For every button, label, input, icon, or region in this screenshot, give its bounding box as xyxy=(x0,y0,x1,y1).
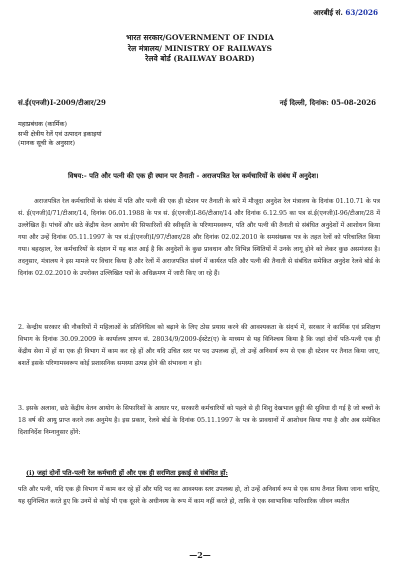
letterhead-board: रेलवे बोर्ड (RAILWAY BOARD) xyxy=(145,54,255,63)
subject-line: विषय:- पति और पत्नी की एक ही स्थान पर तैनाती - अराजपत्रित रेल कर्मचारियों के संबंध में अनुदेश। xyxy=(68,172,319,180)
addressee-line-3: (मानक सूची के अनुसार) xyxy=(18,139,75,148)
addressee-line-1: महाप्रबंधक (कार्मिक) xyxy=(18,120,67,128)
paragraph-4: पति और पत्नी, यदि एक ही विभाग में काम कर रहे हों और यदि पद का आवश्यक स्तर उपलब्ध हो, तो उन्हें अनिवार्य रूप से एक साथ तैनात किया जाना चाहिए, यह सुनिश्चित करते हुए कि उनमें से कोई भी एक दूसरे के अधीनस्थ के रूप में काम नहीं करते हो, ताकि वे एक स्वाभाविक पारिवारिक जीवन व्यतीत xyxy=(18,486,380,505)
letterhead-ministry: रेल मंत्रालय/ MINISTRY OF RAILWAYS xyxy=(128,43,272,53)
issue-date: नई दिल्ली, दिनांक: 05-08-2026 xyxy=(279,98,376,107)
rbe-number xyxy=(313,8,378,18)
paragraph-2: 2. केन्द्रीय सरकार की नौकरियों में महिलाओं के प्रतिनिधित्व को बढ़ाने के लिए ठोस प्रयास करने की आवश्यकता के संदर्भ में, सरकार ने कार्मिक एवं प्रशिक्षण विभाग के दिनांक 30.09.2009 के कार्यालय ज्ञापन सं. 28034/9/2009-ईस्टेट(ए) के माध्यम से यह विनिश्चय किया है कि जहां दोनों पति-पत्नी एक ही केंद्रीय सेवा में हों या एक ही विभाग में काम कर रहे हों और यदि उचित स्तर पर पद उपलब्ध हों, तो उन्हें अनिवार्य रूप से एक ही स्टेशन पर तैनात किया जाए, बशर्ते इसके परिणामस्वरूप कोई प्रशासनिक समस्या उत्पन्न होने की संभावना न हो। xyxy=(18,324,380,367)
sub-heading-i: (i) जहां दोनों पति-पत्नी रेल कर्मचारी हों और एक ही सरणिता इकाई से संबंधित हों: xyxy=(26,469,228,477)
page-number-mark: —2— xyxy=(189,550,211,560)
letterhead xyxy=(0,33,400,65)
letterhead-government: भारत सरकार/GOVERNMENT OF INDIA xyxy=(126,33,274,42)
paragraph-3: 3. इसके अलावा, छठे केंद्रीय वेतन आयोग के सिफारिशों के आधार पर, सरकारी कर्मचारियों को पहले से ही शिशु देखभाल छुट्टी की सुविधा दी गई है जो बच्चों के 18 वर्ष की आयु प्राप्त करने तक अनुमेय है। इस प्रकार, रेलवे बोर्ड के दिनांक 05.11.1997 के पत्र के प्रावधानों में आशोधन किया गया है और अब समेकित दिशानिर्देश निम्नानुसार होंगे: xyxy=(18,405,380,436)
rbe-label: आरबीई सं. xyxy=(313,8,343,17)
reference-line xyxy=(18,98,376,108)
addressee-block xyxy=(18,120,102,149)
rbe-value: 63/2026 xyxy=(345,8,378,17)
file-number: सं.ई(एनजी)I-2009/टीआर/29 xyxy=(18,98,106,107)
paragraph-1: अराजपत्रित रेल कर्मचारियों के संबंध में पति और पत्नी की एक ही स्टेशन पर तैनाती के बारे में मौजूदा अनुदेश रेल मंत्रालय के दिनांक 01.10.71 के पत्र सं. ई(एनजी)I/71/टीआर/14, दिनांक 06.01.1988 के पत्र सं. ई(एनजी)I-86/टीआर/14 और दिनांक 6.12.95 का पत्र सं.ई(एनजी)I-96/टीआर/28 में उल्लेखित हैं। पांचवें और छठे केंद्रीय वेतन आयोग की सिफारिशों की स्वीकृति के परिणामस्वरूप, पति और पत्नी की तैनाती से संबंधित अनुदेशों में आशोधन किया गया और उन्हें दिनांक 05.11.1997 के पत्र सं.ई(एनजी)I/97/टीआर/28 और दिनांक 02.02.2010 के समसंख्यक पत्र के तहत रेलों को परिचालित किया गया। बहरहाल, रेल कर्मचारियों के संज्ञान में यह बात आई है कि अनुदेशों के कुछ प्रावधान और विभिन्न स्थितियों में उनके लागू होने को लेकर कुछ असमंजस है। तदनुसार, मंत्रालय ने इस मामले पर विचार किया है और रेलों में अराजपत्रित संवर्ग में कार्यरत पति और पत्नी की तैनाती से संबंधित समेकित अनुदेश रेलवे बोर्ड के दिनांक 02.02.2010 के उपरोक्त उल्लिखित पत्रों के अधिक्रमण में जारी किए जा रहे हैं। xyxy=(18,198,380,277)
addressee-line-2: सभी क्षेत्रीय रेलें एवं उत्पादन इकाइयां xyxy=(18,129,102,138)
